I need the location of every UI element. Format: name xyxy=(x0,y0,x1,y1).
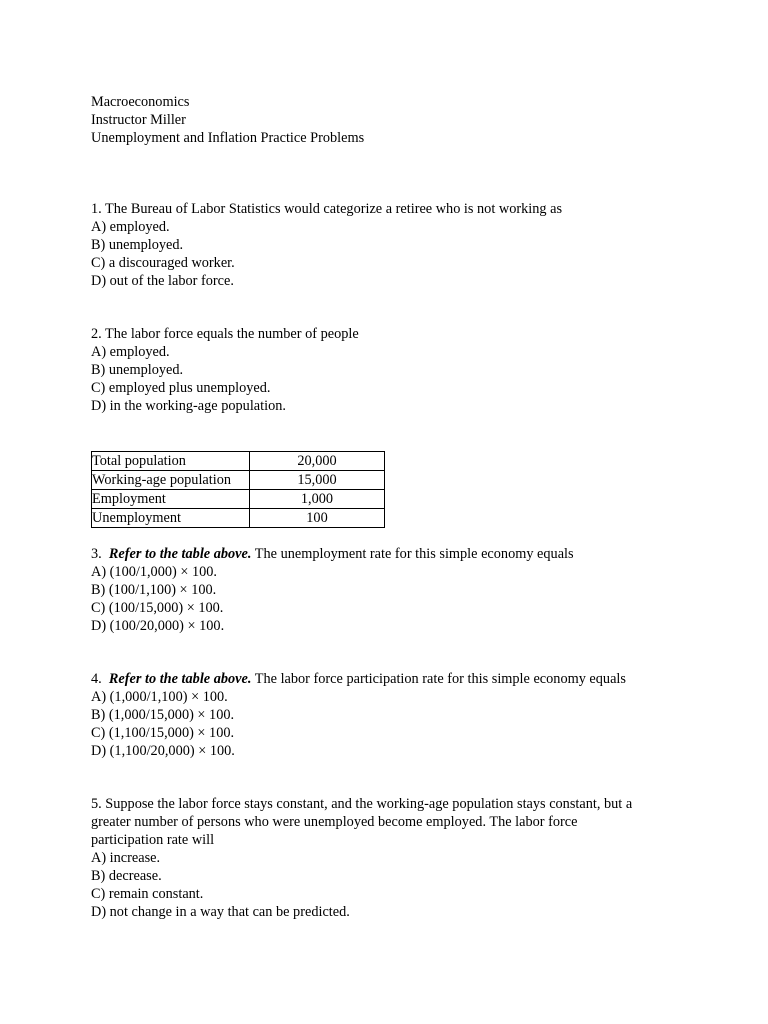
table-row-value: 1,000 xyxy=(250,490,385,509)
question-5-option-c: C) remain constant. xyxy=(91,886,204,902)
question-3-option-b: B) (100/1,100) × 100. xyxy=(91,582,217,598)
question-2-option-d: D) in the working-age population. xyxy=(91,398,286,414)
question-1-option-c: C) a discouraged worker. xyxy=(91,255,235,271)
document-title: Unemployment and Inflation Practice Problems xyxy=(91,130,365,146)
question-2 xyxy=(91,325,711,415)
question-4 xyxy=(91,670,711,760)
question-4-option-c: C) (1,100/15,000) × 100. xyxy=(91,725,235,741)
question-3-stem: The unemployment rate for this simple economy equals xyxy=(254,546,574,562)
question-5 xyxy=(91,795,711,921)
question-2-option-c: C) employed plus unemployed. xyxy=(91,380,271,396)
course-name: Macroeconomics xyxy=(91,94,190,110)
question-3-reference: Refer to the table above. xyxy=(108,546,252,562)
question-1-option-b: B) unemployed. xyxy=(91,237,184,253)
question-2-option-b: B) unemployed. xyxy=(91,362,184,378)
table-row-value: 100 xyxy=(250,509,385,528)
question-1-option-d: D) out of the labor force. xyxy=(91,273,234,289)
question-4-number: 4. xyxy=(91,671,102,687)
question-4-option-b: B) (1,000/15,000) × 100. xyxy=(91,707,235,723)
table-row-value: 20,000 xyxy=(250,452,385,471)
question-5-option-a: A) increase. xyxy=(91,850,161,866)
question-5-option-b: B) decrease. xyxy=(91,868,162,884)
question-4-stem-line xyxy=(91,670,711,688)
question-3-option-c: C) (100/15,000) × 100. xyxy=(91,600,224,616)
table-row xyxy=(92,509,385,528)
question-3 xyxy=(91,545,711,635)
table-row-value: 15,000 xyxy=(250,471,385,490)
document-page xyxy=(91,92,711,921)
question-5-stem-line-3: participation rate will xyxy=(91,832,215,848)
document-header xyxy=(91,93,711,147)
question-5-stem-line-1: 5. Suppose the labor force stays constant, and the working-age population stays constant, but a xyxy=(91,796,633,812)
question-2-stem: 2. The labor force equals the number of people xyxy=(91,326,359,342)
question-1-stem: 1. The Bureau of Labor Statistics would categorize a retiree who is not working as xyxy=(91,201,563,217)
question-5-option-d: D) not change in a way that can be predicted. xyxy=(91,904,350,920)
table-row xyxy=(92,452,385,471)
question-3-number: 3. xyxy=(91,546,102,562)
question-4-stem: The labor force participation rate for this simple economy equals xyxy=(254,671,626,687)
question-4-option-d: D) (1,100/20,000) × 100. xyxy=(91,743,235,759)
table-row-label: Employment xyxy=(92,490,250,509)
table-row-label: Unemployment xyxy=(92,509,250,528)
question-1-option-a: A) employed. xyxy=(91,219,170,235)
question-2-option-a: A) employed. xyxy=(91,344,170,360)
instructor-name: Instructor Miller xyxy=(91,112,186,128)
population-table xyxy=(91,451,385,528)
question-4-reference: Refer to the table above. xyxy=(108,671,252,687)
table-row-label: Total population xyxy=(92,452,250,471)
question-3-option-a: A) (100/1,000) × 100. xyxy=(91,564,217,580)
question-1 xyxy=(91,200,711,290)
table-row xyxy=(92,490,385,509)
question-4-option-a: A) (1,000/1,100) × 100. xyxy=(91,689,228,705)
question-3-stem-line xyxy=(91,545,711,563)
table-row xyxy=(92,471,385,490)
question-3-option-d: D) (100/20,000) × 100. xyxy=(91,618,225,634)
table-row-label: Working-age population xyxy=(92,471,250,490)
question-5-stem-line-2: greater number of persons who were unemployed become employed. The labor force xyxy=(91,814,578,830)
